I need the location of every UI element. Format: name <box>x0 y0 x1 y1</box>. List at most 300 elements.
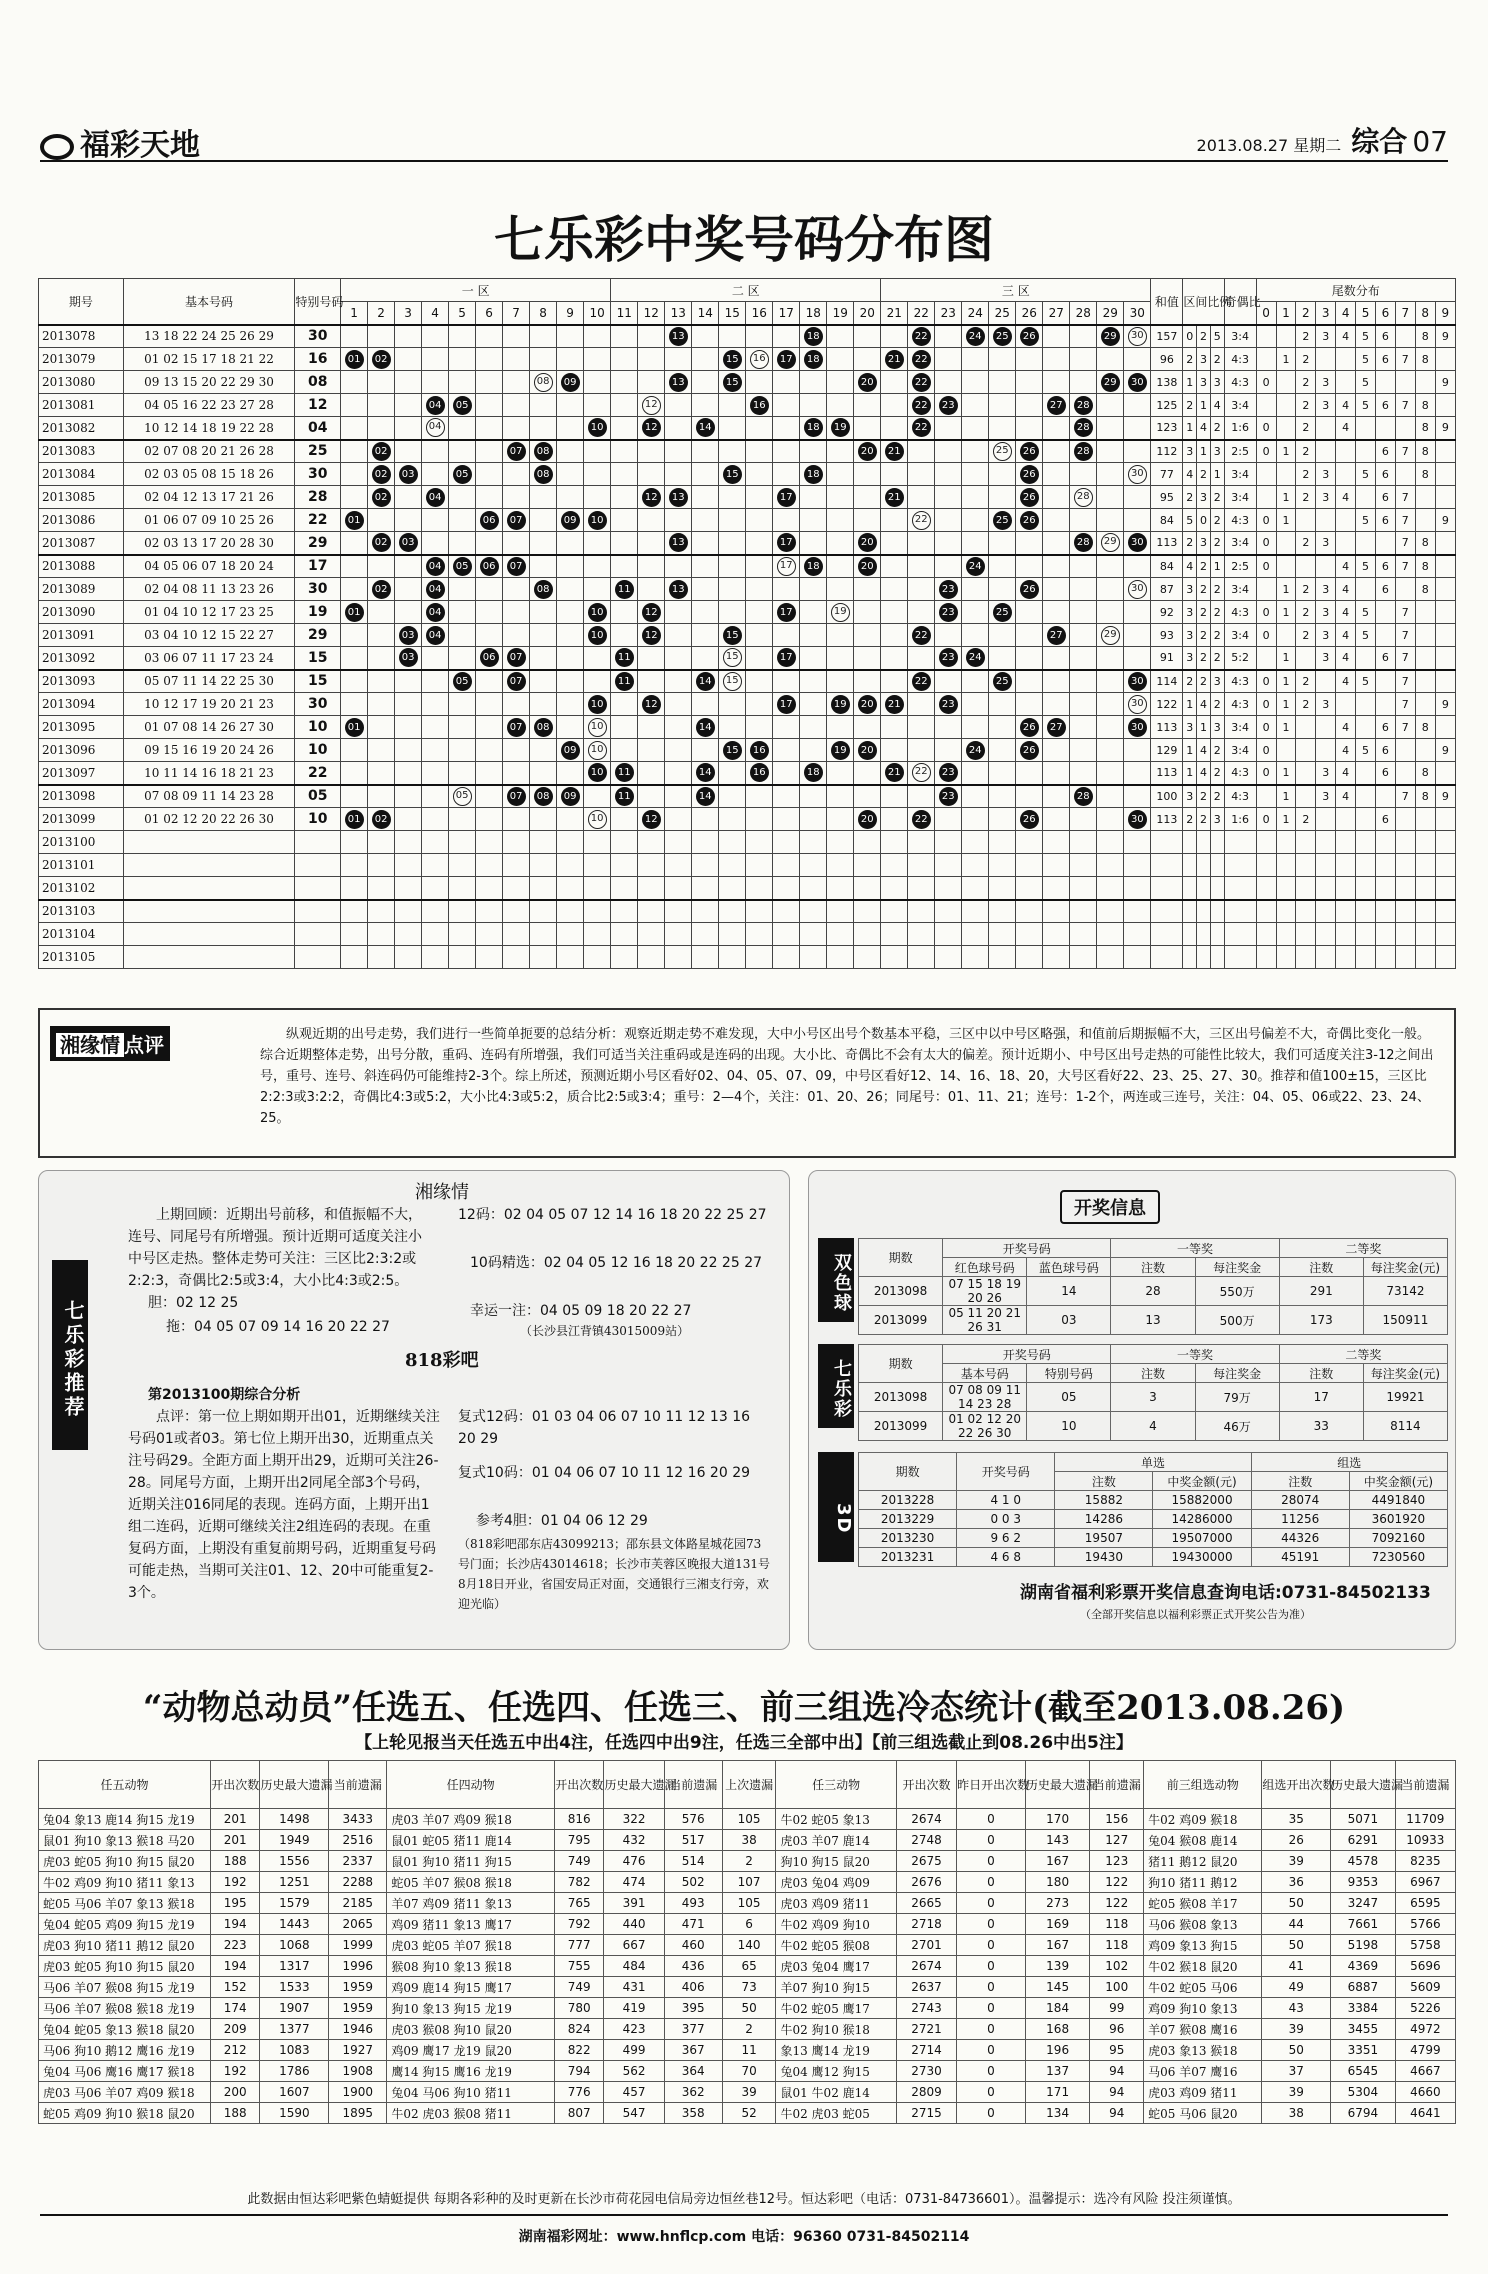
cold-cell: 514 <box>664 1851 722 1872</box>
col-num-22: 22 <box>908 302 935 325</box>
num-cell <box>611 877 638 900</box>
num-cell <box>557 532 584 555</box>
col-sum: 和值 <box>1151 279 1183 325</box>
num-cell <box>854 394 881 417</box>
tail-cell <box>1415 624 1435 647</box>
num-cell <box>557 440 584 463</box>
tail-cell: 8 <box>1415 417 1435 440</box>
num-cell <box>719 877 746 900</box>
tail-cell <box>1435 555 1455 578</box>
cold-cell: 1907 <box>260 1998 329 2019</box>
cold-cell: 436 <box>664 1956 722 1977</box>
num-cell <box>908 900 935 923</box>
ratio-cell: 3 <box>1197 532 1211 555</box>
tail-cell: 4 <box>1336 555 1356 578</box>
tail-cell <box>1395 854 1415 877</box>
cold-cell: 虎03 蛇05 狗10 狗15 鼠20 <box>39 1851 211 1872</box>
num-cell <box>962 601 989 624</box>
num-cell <box>1097 785 1124 808</box>
num-cell <box>638 946 665 969</box>
number-ball: 14 <box>696 787 715 806</box>
num-cell <box>530 785 557 808</box>
tail-cell <box>1435 532 1455 555</box>
ratio-cell <box>1183 831 1197 854</box>
num-cell <box>1124 624 1151 647</box>
num-cell <box>1097 946 1124 969</box>
cold-cell: 蛇05 鸡09 狗10 猴18 鼠20 <box>39 2103 211 2124</box>
ratio-cell: 2 <box>1210 693 1224 716</box>
cold-col-header: 昨日开出次数 <box>957 1761 1026 1809</box>
cold-cell: 96 <box>1090 2019 1144 2040</box>
num-cell <box>584 624 611 647</box>
tail-cell <box>1296 831 1316 854</box>
tail-cell <box>1256 647 1276 670</box>
footer-rule <box>40 2214 1448 2216</box>
num-cell <box>854 440 881 463</box>
tail-cell <box>1296 877 1316 900</box>
num-cell <box>476 555 503 578</box>
num-cell <box>368 463 395 486</box>
num-cell <box>1124 808 1151 831</box>
cold-cell: 273 <box>1025 1893 1090 1914</box>
num-cell <box>638 647 665 670</box>
num-cell <box>395 716 422 739</box>
num-cell <box>935 808 962 831</box>
num-cell <box>422 555 449 578</box>
num-cell <box>611 463 638 486</box>
num-cell <box>557 831 584 854</box>
num-cell <box>1043 831 1070 854</box>
num-cell <box>800 509 827 532</box>
cold-col-header: 历史最大遗漏 <box>1025 1761 1090 1809</box>
num-cell <box>773 831 800 854</box>
num-cell <box>665 348 692 371</box>
num-cell <box>962 647 989 670</box>
tail-cell: 0 <box>1256 417 1276 440</box>
ratio-cell: 3 <box>1210 670 1224 693</box>
cold-cell: 395 <box>664 1998 722 2019</box>
num-cell <box>638 509 665 532</box>
num-cell <box>746 325 773 348</box>
period-cell: 2013091 <box>39 624 124 647</box>
tail-cell: 9 <box>1435 509 1455 532</box>
num-cell <box>395 762 422 785</box>
number-ball: 25 <box>993 327 1012 346</box>
tail-cell: 7 <box>1395 532 1415 555</box>
cold-cell: 194 <box>211 1956 260 1977</box>
ratio-cell: 2 <box>1210 417 1224 440</box>
num-cell <box>1124 716 1151 739</box>
num-cell <box>1043 946 1070 969</box>
tail-cell <box>1316 808 1336 831</box>
number-ball: 30 <box>1128 718 1147 737</box>
num-cell <box>449 854 476 877</box>
cold-cell: 6794 <box>1331 2103 1396 2124</box>
tail-cell <box>1395 578 1415 601</box>
ratio-cell: 1 <box>1183 762 1197 785</box>
info-cell: 15882 <box>1055 1491 1153 1510</box>
number-ball: 13 <box>669 580 688 599</box>
cold-col-header: 任三动物 <box>776 1761 896 1809</box>
tail-cell: 2 <box>1296 670 1316 693</box>
num-cell <box>368 923 395 946</box>
ratio-cell <box>1197 946 1211 969</box>
period-cell: 2013080 <box>39 371 124 394</box>
tail-cell <box>1256 348 1276 371</box>
tail-cell <box>1336 371 1356 394</box>
oddeven-cell: 3:4 <box>1224 486 1256 509</box>
number-ball: 22 <box>912 672 931 691</box>
col-tail-0: 0 <box>1256 302 1276 325</box>
num-cell <box>692 532 719 555</box>
grid-row <box>39 417 1456 440</box>
number-ball: 20 <box>858 557 877 576</box>
cold-cell: 5226 <box>1395 1998 1455 2019</box>
num-cell <box>503 693 530 716</box>
num-cell <box>665 716 692 739</box>
num-cell <box>1124 831 1151 854</box>
special-number-cell: 04 <box>295 417 341 440</box>
num-cell <box>557 601 584 624</box>
tail-cell: 1 <box>1276 440 1296 463</box>
num-cell <box>1097 440 1124 463</box>
col-tail-2: 2 <box>1296 302 1316 325</box>
num-cell <box>395 509 422 532</box>
cold-cell: 807 <box>555 2103 604 2124</box>
rec-lucky-station: （长沙县江背镇43015009站） <box>520 1324 690 1338</box>
num-cell <box>1043 532 1070 555</box>
num-cell <box>1070 486 1097 509</box>
info-cell: 07 15 18 19 20 26 <box>943 1277 1027 1306</box>
3d-table <box>858 1452 1448 1567</box>
num-cell <box>449 785 476 808</box>
num-cell <box>503 785 530 808</box>
num-cell <box>881 670 908 693</box>
num-cell <box>341 509 368 532</box>
num-cell <box>800 532 827 555</box>
num-cell <box>692 808 719 831</box>
num-cell <box>908 463 935 486</box>
num-cell <box>692 394 719 417</box>
num-cell <box>935 371 962 394</box>
3d-label: 3D <box>818 1452 854 1562</box>
ratio-cell: 0 <box>1183 325 1197 348</box>
num-cell <box>422 348 449 371</box>
col-main: 基本号码 <box>943 1364 1027 1383</box>
info-row <box>859 1510 1448 1529</box>
tail-cell: 4 <box>1336 785 1356 808</box>
period-cell: 2013089 <box>39 578 124 601</box>
num-cell <box>908 440 935 463</box>
cold-cell: 3433 <box>329 1809 387 1830</box>
basic-numbers-cell: 01 02 15 17 18 21 22 <box>123 348 295 371</box>
num-cell <box>1124 854 1151 877</box>
tail-cell: 8 <box>1415 325 1435 348</box>
col-result: 开奖号码 <box>943 1345 1111 1364</box>
cold-cell: 1895 <box>329 2103 387 2124</box>
num-cell <box>449 371 476 394</box>
num-cell <box>584 670 611 693</box>
cold-cell: 1949 <box>260 1830 329 1851</box>
cold-cell: 94 <box>1090 2103 1144 2124</box>
num-cell <box>692 601 719 624</box>
num-cell <box>665 624 692 647</box>
num-cell <box>341 900 368 923</box>
num-cell <box>503 578 530 601</box>
tail-cell: 0 <box>1256 371 1276 394</box>
cold-cell: 牛02 蛇05 鹰17 <box>776 1998 896 2019</box>
sum-cell: 129 <box>1151 739 1183 762</box>
sum-cell <box>1151 900 1183 923</box>
col-num-26: 26 <box>1016 302 1043 325</box>
num-cell <box>800 417 827 440</box>
special-ball: 15 <box>723 672 742 691</box>
col-num-18: 18 <box>800 302 827 325</box>
num-cell <box>746 555 773 578</box>
num-cell <box>989 417 1016 440</box>
num-cell <box>989 716 1016 739</box>
ratio-cell: 4 <box>1197 417 1211 440</box>
num-cell <box>1043 739 1070 762</box>
num-cell <box>611 762 638 785</box>
num-cell <box>827 578 854 601</box>
num-cell <box>746 463 773 486</box>
num-cell <box>341 946 368 969</box>
tail-cell: 2 <box>1296 417 1316 440</box>
num-cell <box>746 624 773 647</box>
num-cell <box>773 762 800 785</box>
tail-cell <box>1276 417 1296 440</box>
num-cell <box>1043 762 1070 785</box>
num-cell <box>341 601 368 624</box>
num-cell <box>854 325 881 348</box>
num-cell <box>881 762 908 785</box>
tail-cell: 7 <box>1395 440 1415 463</box>
num-cell <box>746 348 773 371</box>
col-num-14: 14 <box>692 302 719 325</box>
basic-numbers-cell: 10 12 14 18 19 22 28 <box>123 417 295 440</box>
num-cell <box>1043 716 1070 739</box>
tail-cell: 1 <box>1276 601 1296 624</box>
num-cell <box>935 486 962 509</box>
col-count: 注数 <box>1279 1364 1363 1383</box>
info-cell: 7230560 <box>1349 1548 1447 1567</box>
col-result: 开奖号码 <box>943 1239 1111 1258</box>
sum-cell <box>1151 946 1183 969</box>
number-ball: 02 <box>372 442 391 461</box>
basic-numbers-cell: 03 04 10 12 15 22 27 <box>123 624 295 647</box>
num-cell <box>476 509 503 532</box>
tail-cell: 5 <box>1356 463 1376 486</box>
cold-cell: 196 <box>1025 2040 1090 2061</box>
sum-cell: 114 <box>1151 670 1183 693</box>
tail-cell: 7 <box>1395 509 1415 532</box>
cold-cell: 鸡09 鹰17 龙19 鼠20 <box>387 2040 555 2061</box>
cold-cell: 749 <box>555 1851 604 1872</box>
tail-cell: 1 <box>1276 647 1296 670</box>
num-cell <box>584 785 611 808</box>
col-num-23: 23 <box>935 302 962 325</box>
number-ball: 05 <box>453 465 472 484</box>
cold-cell: 188 <box>211 1851 260 1872</box>
info-cell: 45191 <box>1251 1548 1349 1567</box>
num-cell <box>827 877 854 900</box>
number-ball: 15 <box>723 373 742 392</box>
number-ball: 11 <box>615 672 634 691</box>
num-cell <box>827 601 854 624</box>
period-cell: 2013096 <box>39 739 124 762</box>
number-ball: 26 <box>1020 741 1039 760</box>
tail-cell: 7 <box>1395 486 1415 509</box>
num-cell <box>584 371 611 394</box>
number-ball: 22 <box>912 373 931 392</box>
number-ball: 18 <box>804 418 823 437</box>
num-cell <box>881 877 908 900</box>
num-cell <box>908 371 935 394</box>
col-basic: 基本号码 <box>123 279 295 325</box>
cold-cell: 1908 <box>329 2061 387 2082</box>
col-num-6: 6 <box>476 302 503 325</box>
num-cell <box>557 808 584 831</box>
tail-cell: 2 <box>1296 532 1316 555</box>
special-ball: 08 <box>534 373 553 392</box>
num-cell <box>1043 578 1070 601</box>
num-cell <box>1070 348 1097 371</box>
number-ball: 02 <box>372 533 391 552</box>
cold-cell: 1556 <box>260 1851 329 1872</box>
cold-cell: 2516 <box>329 1830 387 1851</box>
special-number-cell: 05 <box>295 785 341 808</box>
num-cell <box>827 624 854 647</box>
num-cell <box>827 532 854 555</box>
num-cell <box>638 394 665 417</box>
num-cell <box>449 923 476 946</box>
col-num-19: 19 <box>827 302 854 325</box>
info-cell: 8114 <box>1363 1412 1447 1441</box>
col-num-12: 12 <box>638 302 665 325</box>
tail-cell: 8 <box>1415 578 1435 601</box>
num-cell <box>476 440 503 463</box>
ratio-cell: 3 <box>1183 647 1197 670</box>
num-cell <box>611 647 638 670</box>
number-ball: 21 <box>885 695 904 714</box>
num-cell <box>395 325 422 348</box>
ratio-cell: 1 <box>1197 440 1211 463</box>
cold-cell: 0 <box>957 2103 1026 2124</box>
num-cell <box>989 463 1016 486</box>
number-ball: 26 <box>1020 465 1039 484</box>
tail-cell <box>1395 417 1415 440</box>
num-cell <box>962 900 989 923</box>
num-cell <box>611 509 638 532</box>
tail-cell <box>1316 854 1336 877</box>
num-cell <box>503 532 530 555</box>
num-cell <box>989 946 1016 969</box>
period-cell: 2013094 <box>39 693 124 716</box>
num-cell <box>800 877 827 900</box>
num-cell <box>1124 762 1151 785</box>
ratio-cell: 2 <box>1197 578 1211 601</box>
num-cell <box>1016 647 1043 670</box>
number-ball: 05 <box>453 396 472 415</box>
tail-cell <box>1276 371 1296 394</box>
num-cell <box>557 486 584 509</box>
cold-cell: 4578 <box>1331 1851 1396 1872</box>
num-cell <box>503 371 530 394</box>
cold-cell: 鸡09 鹿14 狗15 鹰17 <box>387 1977 555 1998</box>
num-cell <box>1016 417 1043 440</box>
col-num-5: 5 <box>449 302 476 325</box>
tail-cell <box>1356 877 1376 900</box>
num-cell <box>989 693 1016 716</box>
num-cell <box>584 601 611 624</box>
number-ball: 03 <box>399 533 418 552</box>
oddeven-cell: 3:4 <box>1224 624 1256 647</box>
special-number-cell: 30 <box>295 693 341 716</box>
ratio-cell: 0 <box>1197 509 1211 532</box>
num-cell <box>422 417 449 440</box>
number-ball: 27 <box>1047 718 1066 737</box>
cold-cell: 虎03 狗10 猪11 鹅12 鼠20 <box>39 1935 211 1956</box>
col-num-15: 15 <box>719 302 746 325</box>
col-count: 注数 <box>1111 1364 1195 1383</box>
cold-row <box>39 1935 1456 1956</box>
num-cell <box>908 601 935 624</box>
tail-cell <box>1435 923 1455 946</box>
number-ball: 11 <box>615 787 634 806</box>
num-cell <box>1070 854 1097 877</box>
cold-cell: 狗10 象13 狗15 龙19 <box>387 1998 555 2019</box>
cold-cell: 牛02 虎03 猴08 猪11 <box>387 2103 555 2124</box>
grid-row <box>39 670 1456 693</box>
num-cell <box>719 831 746 854</box>
info-cell: 3601920 <box>1349 1510 1447 1529</box>
num-cell <box>692 624 719 647</box>
ratio-cell: 3 <box>1197 348 1211 371</box>
cold-cell: 755 <box>555 1956 604 1977</box>
cold-cell: 狗10 狗15 鼠20 <box>776 1851 896 1872</box>
tail-cell <box>1356 831 1376 854</box>
tail-cell <box>1395 877 1415 900</box>
special-ball: 15 <box>723 648 742 667</box>
period-cell: 2013105 <box>39 946 124 969</box>
rec-lucky: 幸运一注：04 05 09 18 20 22 27 <box>470 1303 692 1319</box>
num-cell <box>422 647 449 670</box>
num-cell <box>665 946 692 969</box>
tail-cell <box>1336 693 1356 716</box>
num-cell <box>503 486 530 509</box>
num-cell <box>935 900 962 923</box>
num-cell <box>476 808 503 831</box>
cold-cell: 1579 <box>260 1893 329 1914</box>
col-num-21: 21 <box>881 302 908 325</box>
period-cell: 2013087 <box>39 532 124 555</box>
num-cell <box>422 601 449 624</box>
num-cell <box>908 923 935 946</box>
info-row <box>859 1491 1448 1510</box>
number-ball: 23 <box>939 695 958 714</box>
num-cell <box>962 831 989 854</box>
num-cell <box>611 601 638 624</box>
col-tail-9: 9 <box>1435 302 1455 325</box>
ratio-cell: 2 <box>1210 532 1224 555</box>
num-cell <box>1043 486 1070 509</box>
cold-subtitle: 【上轮见报当天任选五中出4注，任选四中出9注，任选三全部中出】【前三组选截止到08.26中出5注】 <box>355 1733 1133 1753</box>
num-cell <box>611 440 638 463</box>
num-cell <box>1070 923 1097 946</box>
num-cell <box>611 716 638 739</box>
tail-cell: 5 <box>1356 739 1376 762</box>
